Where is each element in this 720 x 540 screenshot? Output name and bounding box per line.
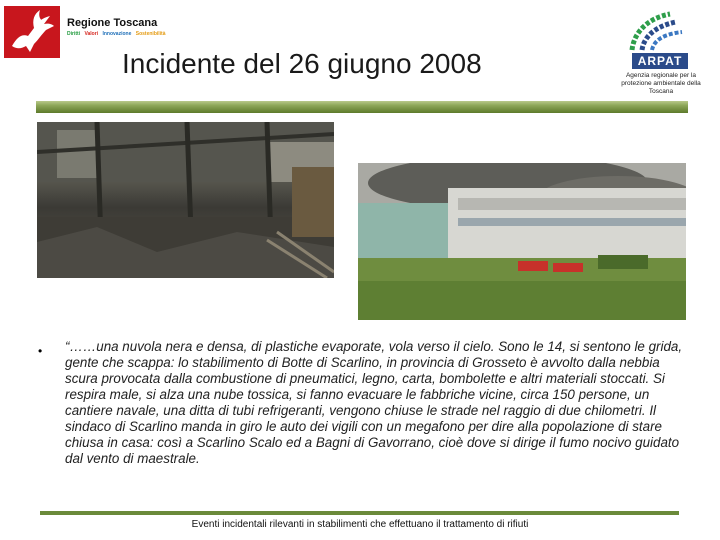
regione-toscana-logo [4, 6, 60, 58]
header-divider [36, 101, 688, 113]
footer-caption: Eventi incidentali rilevanti in stabilimenti che effettuano il trattamento di rifiuti [191, 519, 529, 530]
arpat-logo-mark [620, 6, 690, 54]
burned-warehouse-photo [37, 122, 334, 278]
smoking-building-photo [358, 163, 686, 320]
arpat-subtitle: Agenzia regionale per la protezione ambientale della Toscana [621, 72, 701, 95]
pegasus-icon [4, 6, 60, 58]
tagline-word: Sostenibilità [135, 31, 166, 37]
tagline-word: Diritti [67, 31, 81, 37]
tagline-word: Innovazione [102, 31, 132, 37]
footer-divider [40, 511, 679, 515]
quote-paragraph: “……una nuvola nera e densa, di plastiche evaporate, vola verso il cielo. Sono le 14, si sentono le grida, gente che scappa: lo stabilimento di Botte di Scarlino, in provincia di Grosseto è avvolto dalla nebbia scura provocata dalla combustione di pneumatici, legno, carta, bombolette e altri materiali stoccati. Si respira male, si alza una nube tossica, si fanno evacuare le fabbriche vicine, circa 150 persone, un cantiere navale, una ditta di tubi refrigeranti, vengono chiuse le strade nel raggio di due chilometri. Il sindaco di Scarlino manda in giro le auto dei vigili con un megafono per dire alla popolazione di stare chiusa in casa: così a Scarlino Scalo ed a Bagni di Gavorrano, cioè dove si dirige il fumo nocivo guidato dal vento di maestrale. [65, 339, 683, 466]
arpat-name: ARPAT [632, 53, 688, 69]
bullet-marker: • [38, 344, 43, 358]
region-name: Regione Toscana [67, 17, 158, 29]
slide-title: Incidente del 26 giugno 2008 [122, 48, 482, 79]
region-tagline [67, 31, 169, 37]
tagline-word: Valori [84, 31, 99, 37]
